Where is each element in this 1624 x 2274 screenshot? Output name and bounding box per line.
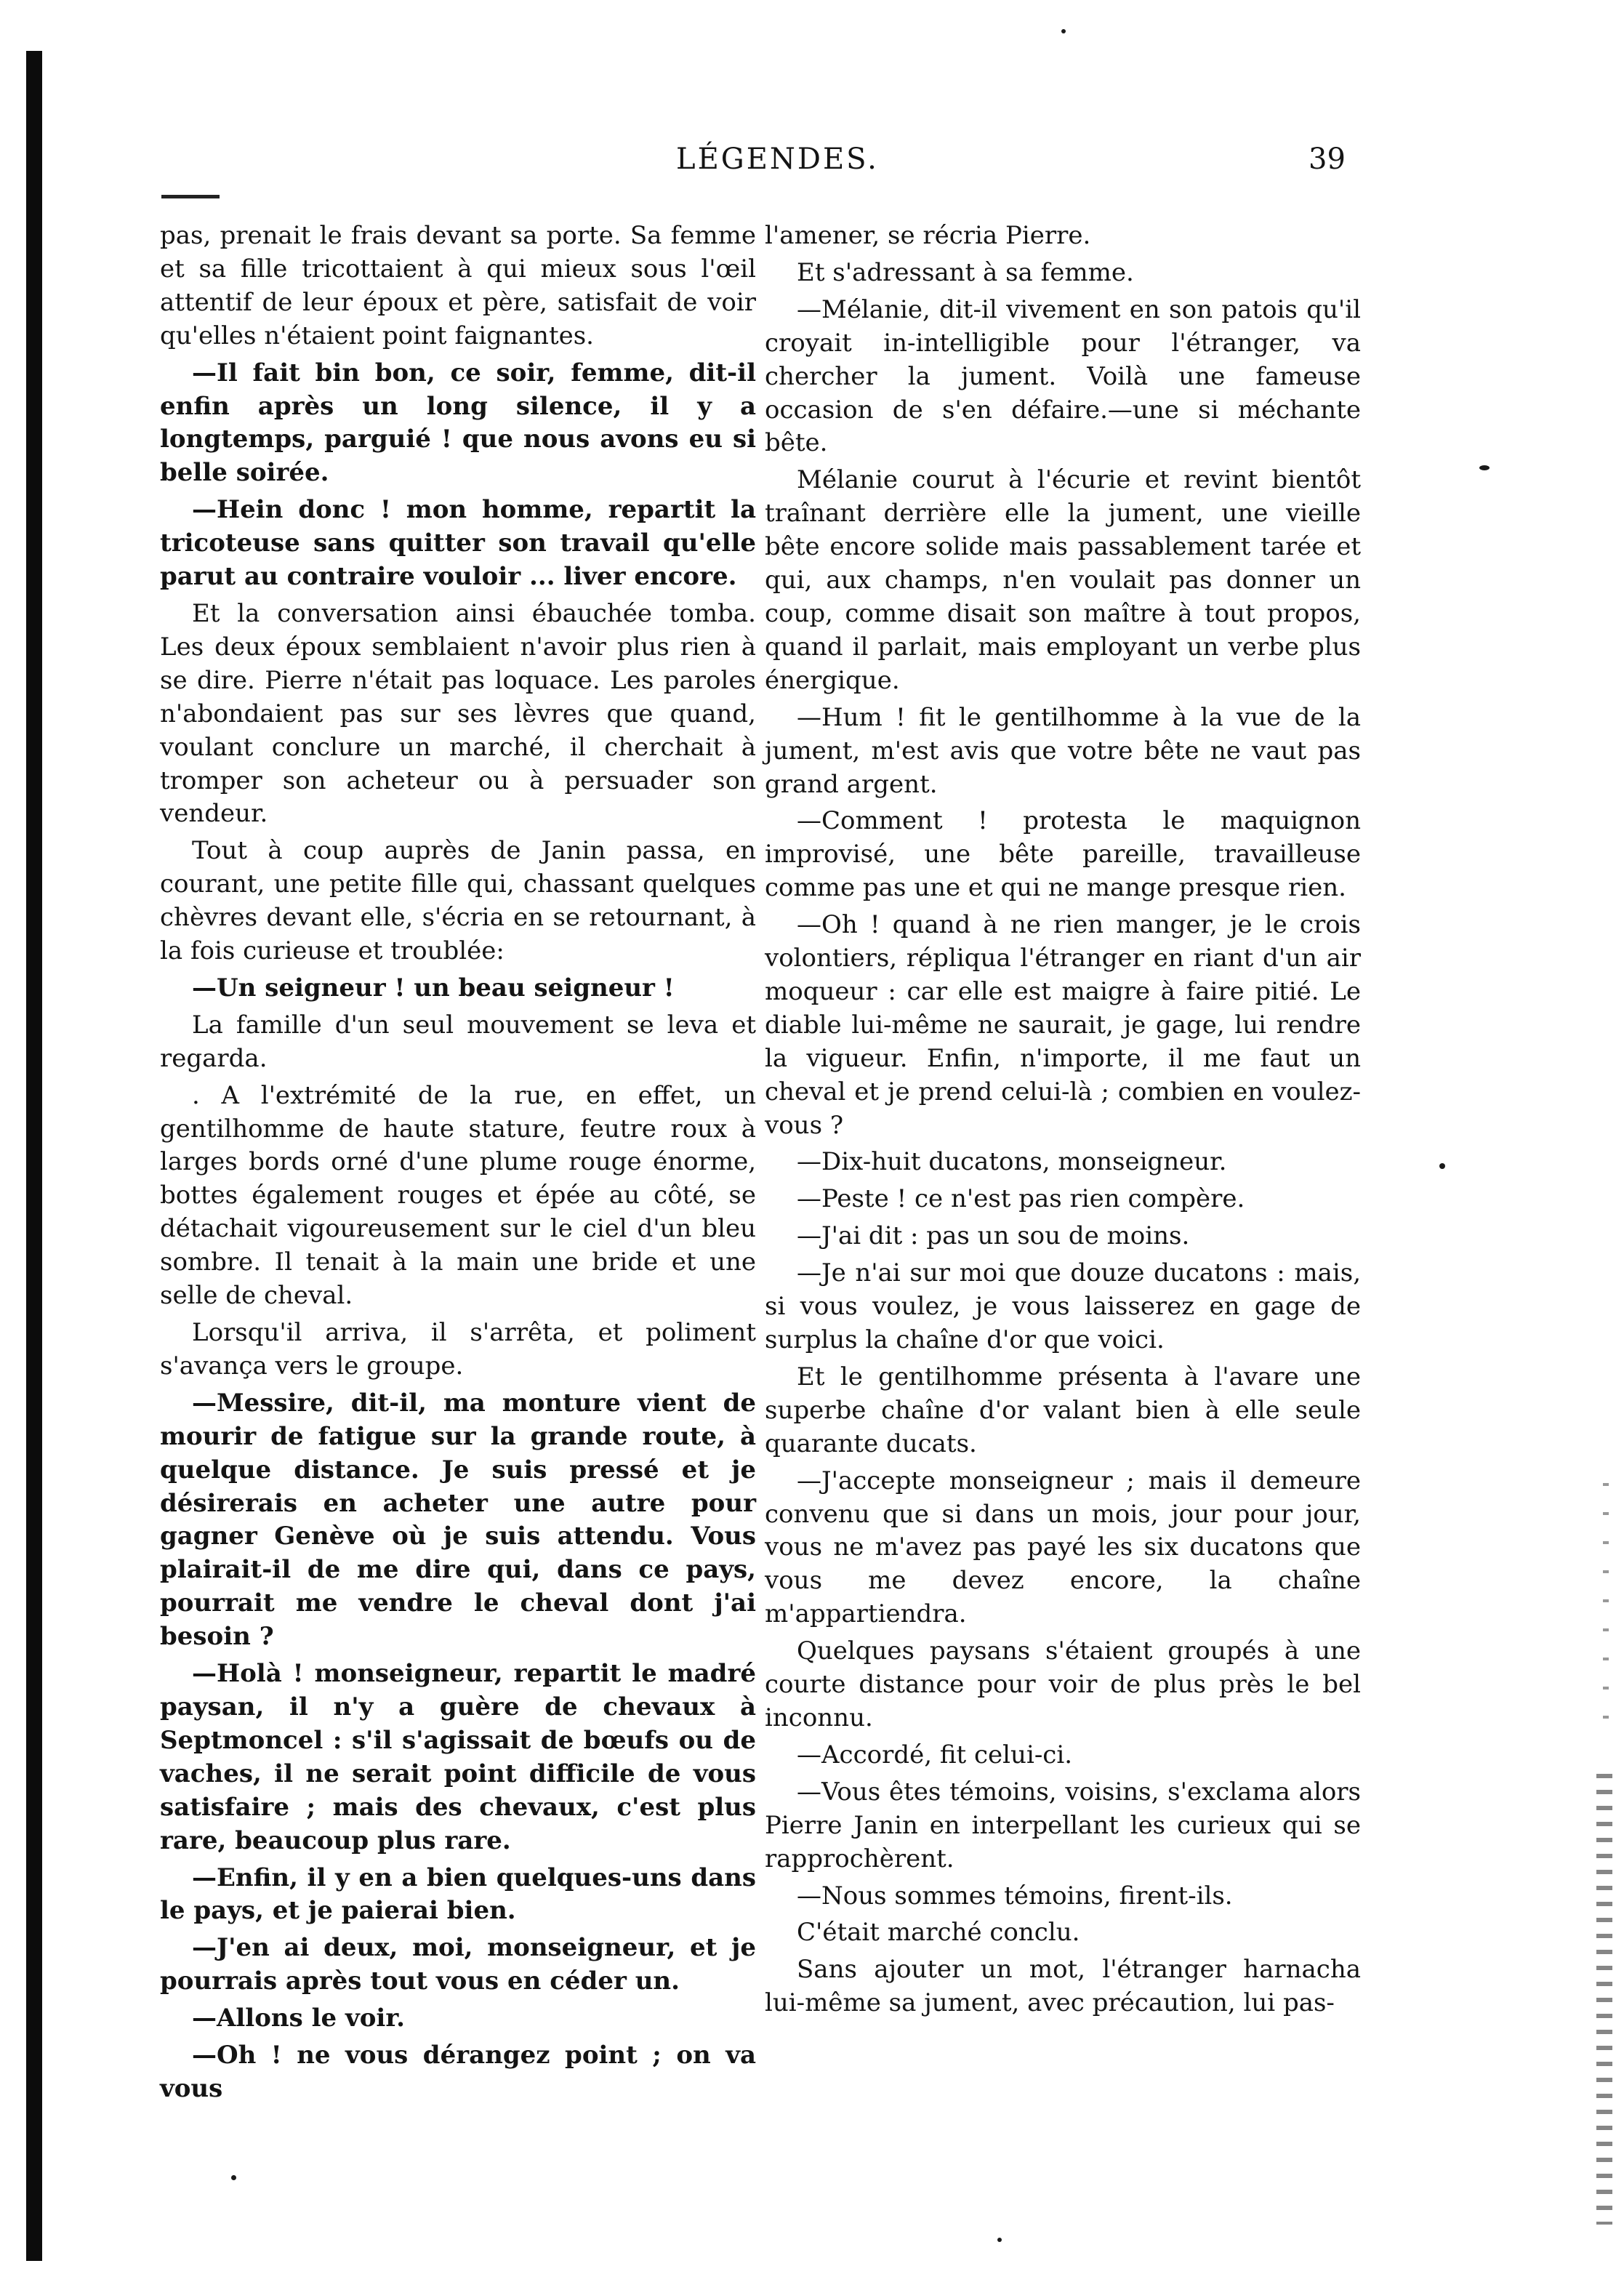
paragraph: Tout à coup auprès de Janin passa, en courant, une petite fille qui, chassant quelques chèvres devant elle, s'écria en se retournant, à la fois curieuse et troublée: xyxy=(160,836,756,966)
paragraph: —Hum ! fit le gentilhomme à la vue de la jument, m'est avis que votre bête ne vaut pas grand argent. xyxy=(765,702,1361,799)
paragraph: —Messire, dit-il, ma monture vient de mourir de fatigue sur la grande route, à quelque distance. Je suis pressé et je désirerais en acheter une autre pour gagner Genève où je suis attendu. Vous plairait-il de me dire qui, dans ce pays, pourrait me vendre le cheval dont j'ai besoin ? xyxy=(160,1388,756,1652)
margin-noise xyxy=(1596,1774,1612,2225)
paragraph: —J'accepte monseigneur ; mais il demeure convenu que si dans un mois, jour pour jour, vous ne m'avez pas payé les six ducatons que vous me devez encore, la chaîne m'appartiendra. xyxy=(765,1466,1361,1629)
paragraph: —Oh ! quand à ne rien manger, je le crois volontiers, répliqua l'étranger en riant d'un air moqueur : car elle est maigre à faire pitié. Le diable lui-même ne saurait, je gage, lui rendre la vigueur. Enfin, n'importe, il me faut un cheval et je prend celui-là ; combien en voulez-vous ? xyxy=(765,910,1361,1140)
paragraph: —Allons le voir. xyxy=(192,2004,405,2033)
page-number: 39 xyxy=(1309,142,1346,176)
paragraph: —Oh ! ne vous dérangez point ; on va vous xyxy=(160,2041,756,2103)
scan-speck xyxy=(997,2238,1002,2242)
margin-noise xyxy=(1603,1483,1609,1745)
paragraph: Et le gentilhomme présenta à l'avare une superbe chaîne d'or valant bien à elle seule quarante ducats. xyxy=(765,1362,1361,1458)
scan-speck xyxy=(1479,465,1490,470)
paragraph: —Dix-huit ducatons, monseigneur. xyxy=(797,1147,1227,1177)
paragraph: La famille d'un seul mouvement se leva et regarda. xyxy=(160,1010,756,1073)
scan-speck xyxy=(231,2175,236,2180)
text-column-left xyxy=(160,220,756,2110)
running-title: LÉGENDES. xyxy=(676,142,879,176)
paragraph: Et la conversation ainsi ébauchée tomba. Les deux époux semblaient n'avoir plus rien à se dire. Pierre n'était pas loquace. Les paroles n'abondaient pas sur ses lèvres que quand, voulant conclure un marché, il cherchait à tromper son acheteur ou à persuader son vendeur. xyxy=(160,598,756,829)
paragraph: Et s'adressant à sa femme. xyxy=(797,257,1134,287)
text-column-right xyxy=(765,220,1361,2024)
paragraph: —Mélanie, dit-il vivement en son patois qu'il croyait in-intelligible pour l'étranger, va chercher la jument. Voilà une fameuse occasion de s'en défaire.—une si méchante bête. xyxy=(765,294,1361,458)
paragraph: —Accordé, fit celui-ci. xyxy=(797,1740,1073,1769)
book-binding-edge xyxy=(26,51,42,2261)
paragraph: —Holà ! monseigneur, repartit le madré paysan, il n'y a guère de chevaux à Septmoncel : s'il s'agissait de bœufs ou de vaches, il ne serait point difficile de vous satisfaire ; mais des chevaux, c'est plus rare, beaucoup plus rare. xyxy=(160,1659,756,1855)
scan-speck xyxy=(1061,29,1066,33)
paragraph: —J'en ai deux, moi, monseigneur, et je pourrais après tout vous en céder un. xyxy=(160,1933,756,1996)
paragraph: Sans ajouter un mot, l'étranger harnacha lui-même sa jument, avec précaution, lui pas- xyxy=(765,1955,1361,2018)
paragraph: Quelques paysans s'étaient groupés à une courte distance pour voir de plus près le bel inconnu. xyxy=(765,1636,1361,1732)
paragraph: —Hein donc ! mon homme, repartit la tricoteuse sans quitter son travail qu'elle parut au contraire vouloir ... liver encore. xyxy=(160,495,756,592)
paragraph: C'était marché conclu. xyxy=(797,1918,1080,1948)
paragraph: —Nous sommes témoins, firent-ils. xyxy=(797,1881,1233,1911)
paragraph: —Comment ! protesta le maquignon improvisé, une bête pareille, travailleuse comme pas une et qui ne mange presque rien. xyxy=(765,806,1361,903)
paragraph: —Je n'ai sur moi que douze ducatons : mais, si vous voulez, je vous laisserez en gage de surplus la chaîne d'or que voici. xyxy=(765,1258,1361,1354)
paragraph: —Enfin, il y en a bien quelques-uns dans le pays, et je paierai bien. xyxy=(160,1863,756,1926)
paragraph: —Il fait bin bon, ce soir, femme, dit-il enfin après un long silence, il y a longtemps, parguié ! que nous avons eu si belle soirée. xyxy=(160,358,756,488)
paragraph: —Vous êtes témoins, voisins, s'exclama alors Pierre Janin en interpellant les curieux qui se rapprochèrent. xyxy=(765,1777,1361,1873)
paragraph: —J'ai dit : pas un sou de moins. xyxy=(797,1221,1190,1251)
paragraph: —Un seigneur ! un beau seigneur ! xyxy=(192,973,675,1003)
scan-speck xyxy=(1439,1163,1445,1169)
paragraph: l'amener, se récria Pierre. xyxy=(765,221,1091,250)
paragraph: pas, prenait le frais devant sa porte. Sa femme et sa fille tricottaient à qui mieux sous l'œil attentif de leur époux et père, satisfait de voir qu'elles n'étaient point faignantes. xyxy=(160,221,756,350)
paragraph: Lorsqu'il arriva, il s'arrêta, et poliment s'avança vers le groupe. xyxy=(160,1318,756,1381)
paragraph: . A l'extrémité de la rue, en effet, un gentilhomme de haute stature, feutre roux à larges bords orné d'une plume rouge énorme, bottes également rouges et épée au côté, se détachait vigoureusement sur le ciel d'un bleu sombre. Il tenait à la main une bride et une selle de cheval. xyxy=(160,1080,756,1311)
header-rule xyxy=(161,195,220,198)
paragraph: —Peste ! ce n'est pas rien compère. xyxy=(797,1184,1245,1214)
paragraph: Mélanie courut à l'écurie et revint bientôt traînant derrière elle la jument, une vieille bête encore solide mais passablement tarée et qui, aux champs, n'en voulait pas donner un coup, comme disait son maître à tout propos, quand il parlait, mais employant un verbe plus énergique. xyxy=(765,465,1361,695)
